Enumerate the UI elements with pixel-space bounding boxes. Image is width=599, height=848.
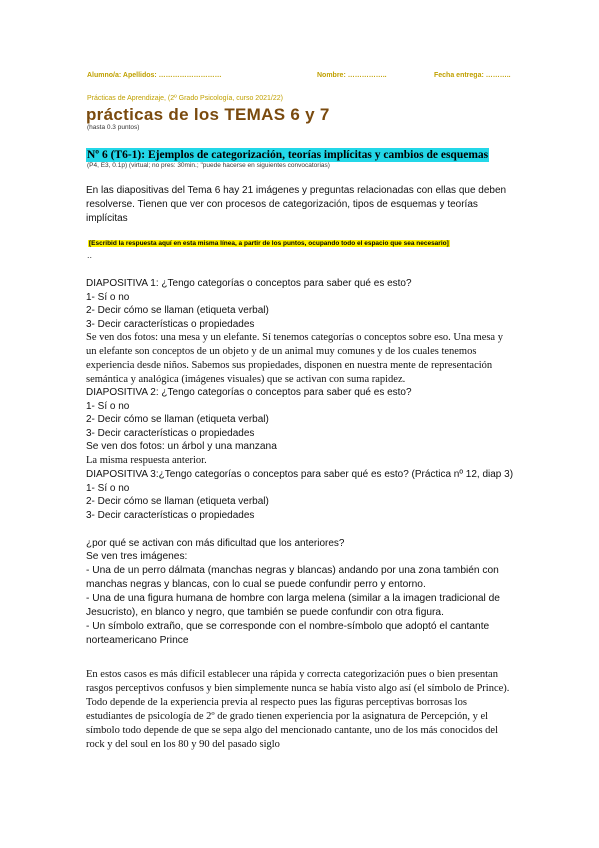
- slide1-answer[interactable]: Se ven dos fotos: una mesa y un elefante. Sí tenemos categorías o conceptos sobre eso. Una mesa y un elefante son conceptos de un objeto y de un animal muy comunes y de los cuales tenemos experiencia desde niños. Sabemos sus propiedades, disponen en nuestra mente de representación semántica y analógica (imágenes visuales) que se activan con suma rapidez.: [86, 332, 503, 385]
- section-meta: (P4, E3, 0.1p) (virtual; no pres: 30min.; "puede hacerse en siguientes convocatorias): [87, 162, 330, 169]
- intro-paragraph: En las diapositivas del Tema 6 hay 21 imágenes y preguntas relacionadas con ellas que deben resolverse. Tienen que ver con procesos de categorización, tipos de esquemas y teorías implícitas: [86, 185, 507, 224]
- slide1-option: 2- Decir cómo se llaman (etiqueta verbal): [86, 305, 269, 316]
- slide2-option: 2- Decir cómo se llaman (etiqueta verbal): [86, 414, 269, 425]
- slide3-block: [86, 468, 516, 522]
- slide3-followup: ¿por qué se activan con más dificultad que los anteriores?: [86, 538, 345, 549]
- slide1-option: 3- Decir características o propiedades: [86, 318, 255, 330]
- slide1-option: 1- Sí o no: [86, 291, 130, 303]
- slide2-option: 1- Sí o no: [86, 400, 130, 412]
- slide1-question: DIAPOSITIVA 1: ¿Tengo categorías o conceptos para saber qué es esto?: [86, 278, 412, 289]
- student-header: [87, 72, 527, 84]
- slide1-block: [86, 277, 516, 331]
- slide3-option: 3- Decir características o propiedades: [86, 509, 255, 521]
- answer-instruction: [Escribid la respuesta aquí en esta misma línea, a partir de los puntos, ocupando todo el espacio que sea necesario]: [89, 240, 449, 247]
- slide3-bullet: - Una de un perro dálmata (manchas negras y blancas) andando por una zona también con manchas negras y blancas, con lo cual se puede confundir perro y entorno.: [86, 565, 499, 590]
- student-surname-field[interactable]: Alumno/a: Apellidos: ………………………: [87, 72, 222, 79]
- delivery-date-field[interactable]: Fecha entrega: ………..: [434, 72, 511, 79]
- answer-start-dots[interactable]: ..: [87, 250, 93, 260]
- slide3-question: DIAPOSITIVA 3:¿Tengo categorías o conceptos para saber qué es esto? (Práctica nº 12, diap 3): [86, 469, 514, 480]
- slide3-answer[interactable]: [86, 550, 516, 648]
- slide2-question: DIAPOSITIVA 2: ¿Tengo categorías o conceptos para saber qué es esto?: [86, 387, 412, 398]
- slide2-option: 3- Decir características o propiedades: [86, 427, 255, 439]
- slide2-block: [86, 386, 516, 440]
- course-subtitle: Prácticas de Aprendizaje, (2º Grado Psicología, curso 2021/22): [87, 95, 283, 102]
- page-title: prácticas de los TEMAS 6 y 7: [86, 105, 330, 124]
- slide3-answer-intro: Se ven tres imágenes:: [86, 551, 188, 562]
- student-name-field[interactable]: Nombre: ……………..: [317, 72, 387, 79]
- slide3-bullet: - Un símbolo extraño, que se corresponde con el nombre-símbolo que adoptó el cantante norteamericano Prince: [86, 621, 490, 646]
- slide3-conclusion[interactable]: En estos casos es más difícil establecer una rápida y correcta categorización pues o bien presentan rasgos perceptivos confusos y bien simplemente nunca se había visto algo así (el símbolo de Prince). Todo depende de la experiencia previa al respecto pues las figuras perceptivas borrosas los estudiantes de psicología de 2º de grado tienen experiencia por la asignatura de Percepción, y el símbolo todo depende de que se sepa algo del mencionado cantante, uno de los más conocidos del rock y del soul en los 80 y 90 del pasado siglo: [86, 669, 510, 750]
- slide3-option: 2- Decir cómo se llaman (etiqueta verbal): [86, 496, 269, 507]
- slide3-option: 1- Sí o no: [86, 482, 130, 494]
- slide3-bullet: - Una de una figura humana de hombre con larga melena (similar a la imagen tradicional de Jesucristo), en blanco y negro, que también se puede confundir con otra figura.: [86, 593, 500, 618]
- slide2-answer-a[interactable]: Se ven dos fotos: un árbol y una manzana: [86, 441, 277, 452]
- section-heading: Nº 6 (T6-1): Ejemplos de categorización, teorías implícitas y cambios de esquemas: [87, 149, 489, 161]
- slide2-answer-b[interactable]: La misma respuesta anterior.: [86, 455, 207, 466]
- points-note: (hasta 0.3 puntos): [87, 124, 140, 131]
